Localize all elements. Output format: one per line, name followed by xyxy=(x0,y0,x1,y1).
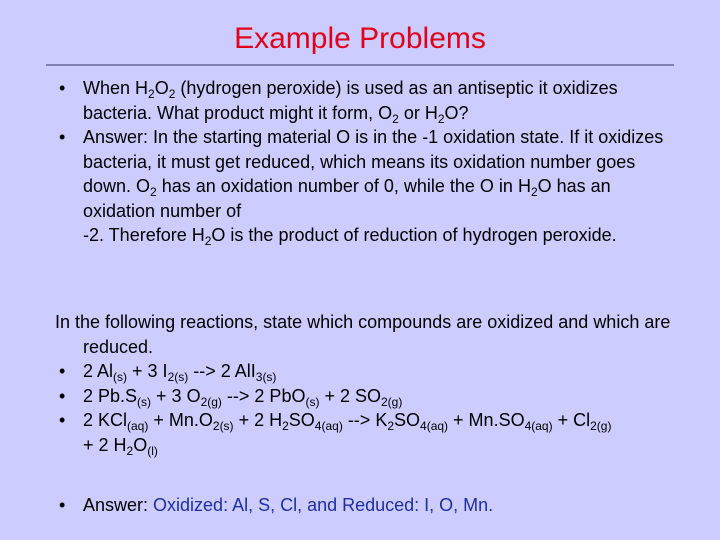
reactions-block xyxy=(55,310,685,457)
final-answer: • Answer: Oxidized: Al, S, Cl, and Reduced: I, O, Mn. xyxy=(55,493,685,518)
slide-title: Example Problems xyxy=(234,22,486,55)
final-answer-text: Oxidized: Al, S, Cl, and Reduced: I, O, Mn. xyxy=(153,495,494,515)
title-divider xyxy=(46,64,674,66)
reaction-1: • 2 $Al_{(s)} + 3$ $I_{2(s)}$ --> 2 AlI$_{3(s)}$ xyxy=(55,359,685,384)
reaction-2: • 2 $Pb.S_{(s)} + 3$ $O_{2(g)}$ --> 2 PbO$_{(s)}$ + 2 $SO_{2(g)}$ xyxy=(55,384,685,409)
question-1: • When $H_2O_2$ (hydrogen peroxide) is used as an antiseptic it oxidizes bacteria. What product might it form, $O_2$ or $H_2O$? xyxy=(55,76,685,125)
answer-1: • Answer: In the starting material O is in the -1 oxidation state. If it oxidizes bacteria, it must get reduced, which means its oxidation number goes down. $O_2$ has an oxidation number of 0, while the O in $H_2O$ has an oxidation number of -2. Therefore $H_2O$ is the product of reduction of hydrogen peroxide. xyxy=(55,125,685,248)
final-answer-block xyxy=(55,493,685,518)
question-block xyxy=(55,76,685,248)
reaction-3: • 2 $KCl_{(aq)} + Mn.O_{2(s)} + 2$ $H_2SO_{4(aq)}$ --> $K_2SO_{4(aq)} + Mn.SO_{4(aq)} + Cl_{2(g)}$ + 2 $H_2O_{(l)}$ xyxy=(55,408,685,457)
reactions-intro: In the following reactions, state which compounds are oxidized and which are reduced. xyxy=(55,312,671,357)
